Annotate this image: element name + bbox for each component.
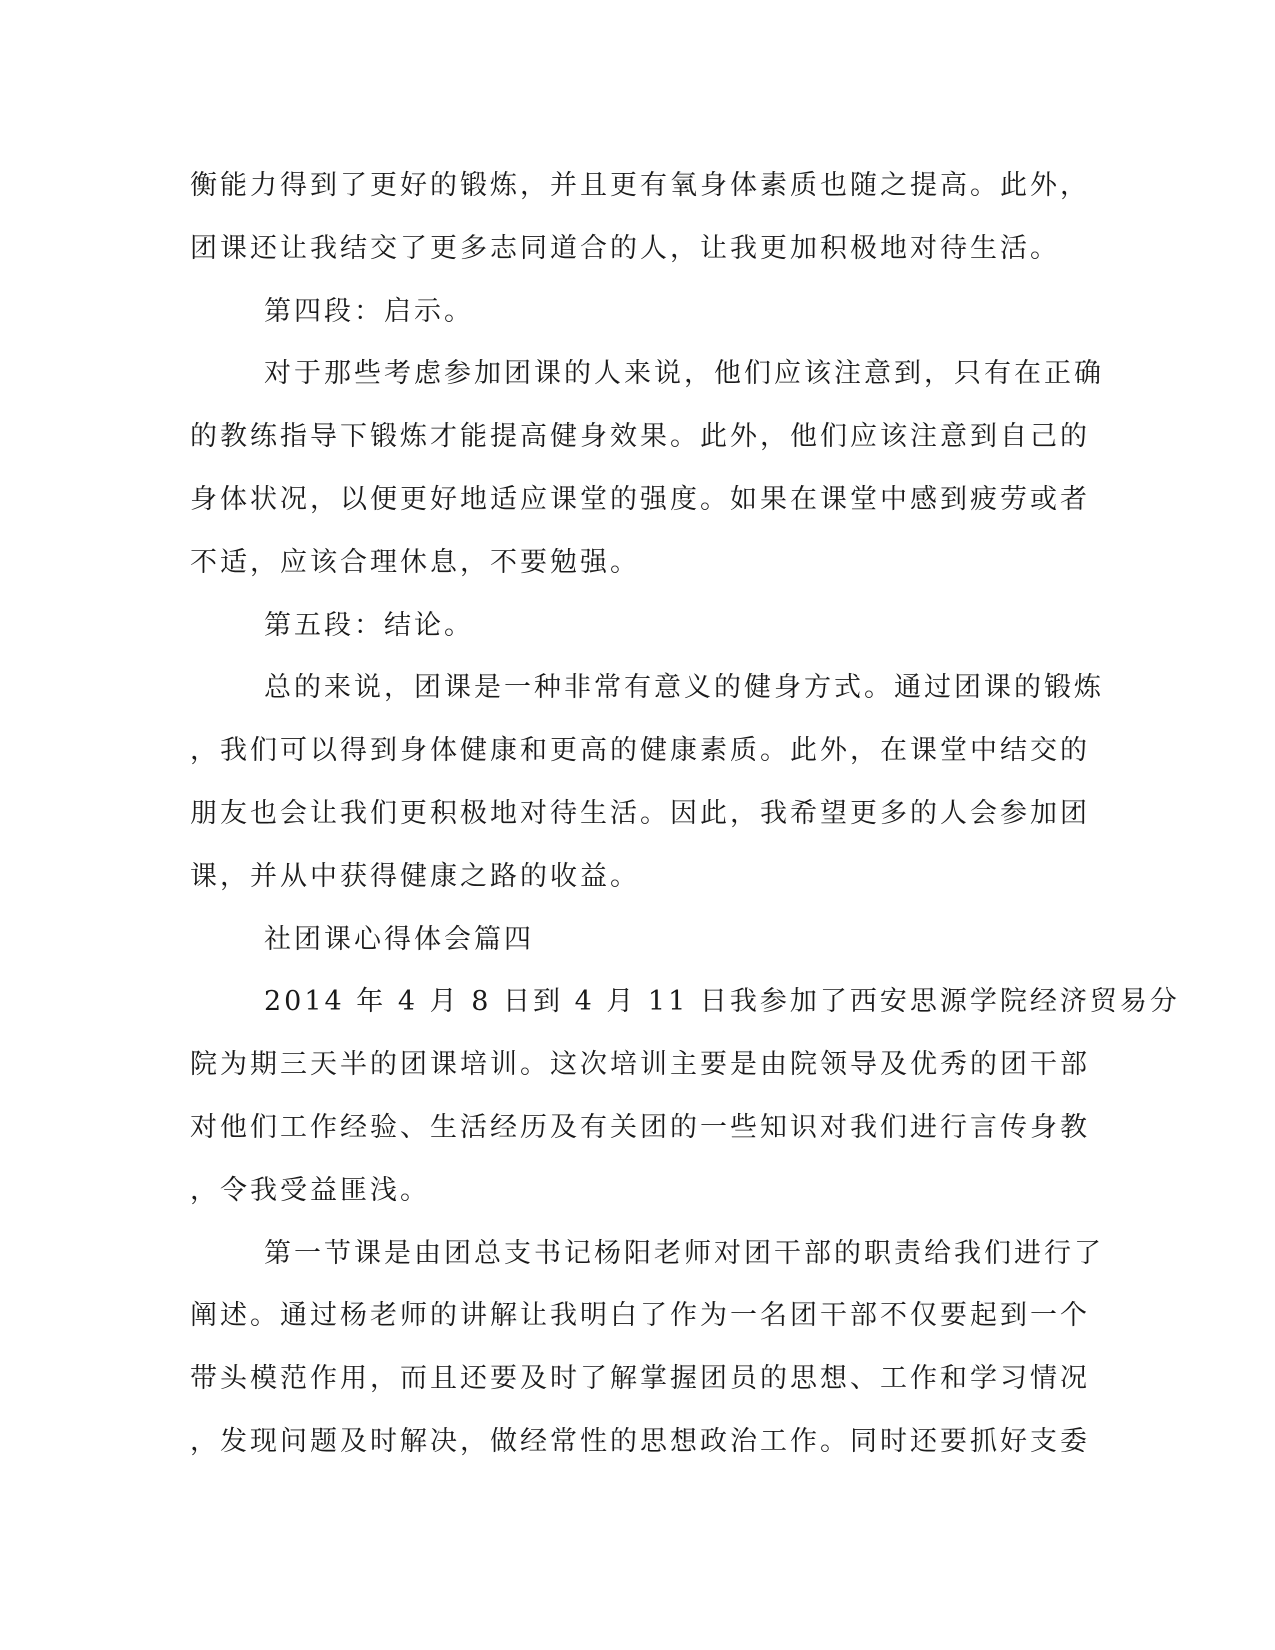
text-line: ，我们可以得到身体健康和更高的健康素质。此外，在课堂中结交的: [190, 735, 1090, 767]
text-line: 带头模范作用，而且还要及时了解掌握团员的思想、工作和学习情况: [190, 1363, 1090, 1395]
text-line: ，令我受益匪浅。: [190, 1174, 430, 1206]
text-line: 院为期三天半的团课培训。这次培训主要是由院领导及优秀的团干部: [190, 1049, 1090, 1081]
section-heading: 第四段：启示。: [264, 295, 474, 327]
text-line: 对于那些考虑参加团课的人来说，他们应该注意到，只有在正确: [264, 358, 1104, 390]
text-line: 2014 年 4 月 8 日到 4 月 11 日我参加了西安思源学院经济贸易分: [264, 986, 1180, 1018]
text-line: 衡能力得到了更好的锻炼，并且更有氧身体素质也随之提高。此外，: [190, 170, 1090, 201]
text-line: 课，并从中获得健康之路的收益。: [190, 860, 640, 892]
text-line: 不适，应该合理休息，不要勉强。: [190, 546, 640, 578]
text-line: 朋友也会让我们更积极地对待生活。因此，我希望更多的人会参加团: [190, 797, 1090, 829]
text-line: 对他们工作经验、生活经历及有关团的一些知识对我们进行言传身教: [190, 1111, 1090, 1143]
text-line: 阐述。通过杨老师的讲解让我明白了作为一名团干部不仅要起到一个: [190, 1300, 1090, 1332]
article-title: 社团课心得体会篇四: [264, 923, 534, 955]
section-heading: 第五段：结论。: [264, 609, 474, 641]
text-line: 第一节课是由团总支书记杨阳老师对团干部的职责给我们进行了: [264, 1237, 1104, 1269]
document-body: [190, 155, 1180, 1474]
text-line: 团课还让我结交了更多志同道合的人，让我更加积极地对待生活。: [190, 232, 1060, 264]
text-line: 身体状况，以便更好地适应课堂的强度。如果在课堂中感到疲劳或者: [190, 483, 1090, 515]
text-line: ，发现问题及时解决，做经常性的思想政治工作。同时还要抓好支委: [190, 1425, 1090, 1457]
text-line: 的教练指导下锻炼才能提高健身效果。此外，他们应该注意到自己的: [190, 421, 1090, 453]
text-line: 总的来说，团课是一种非常有意义的健身方式。通过团课的锻炼: [264, 672, 1104, 704]
